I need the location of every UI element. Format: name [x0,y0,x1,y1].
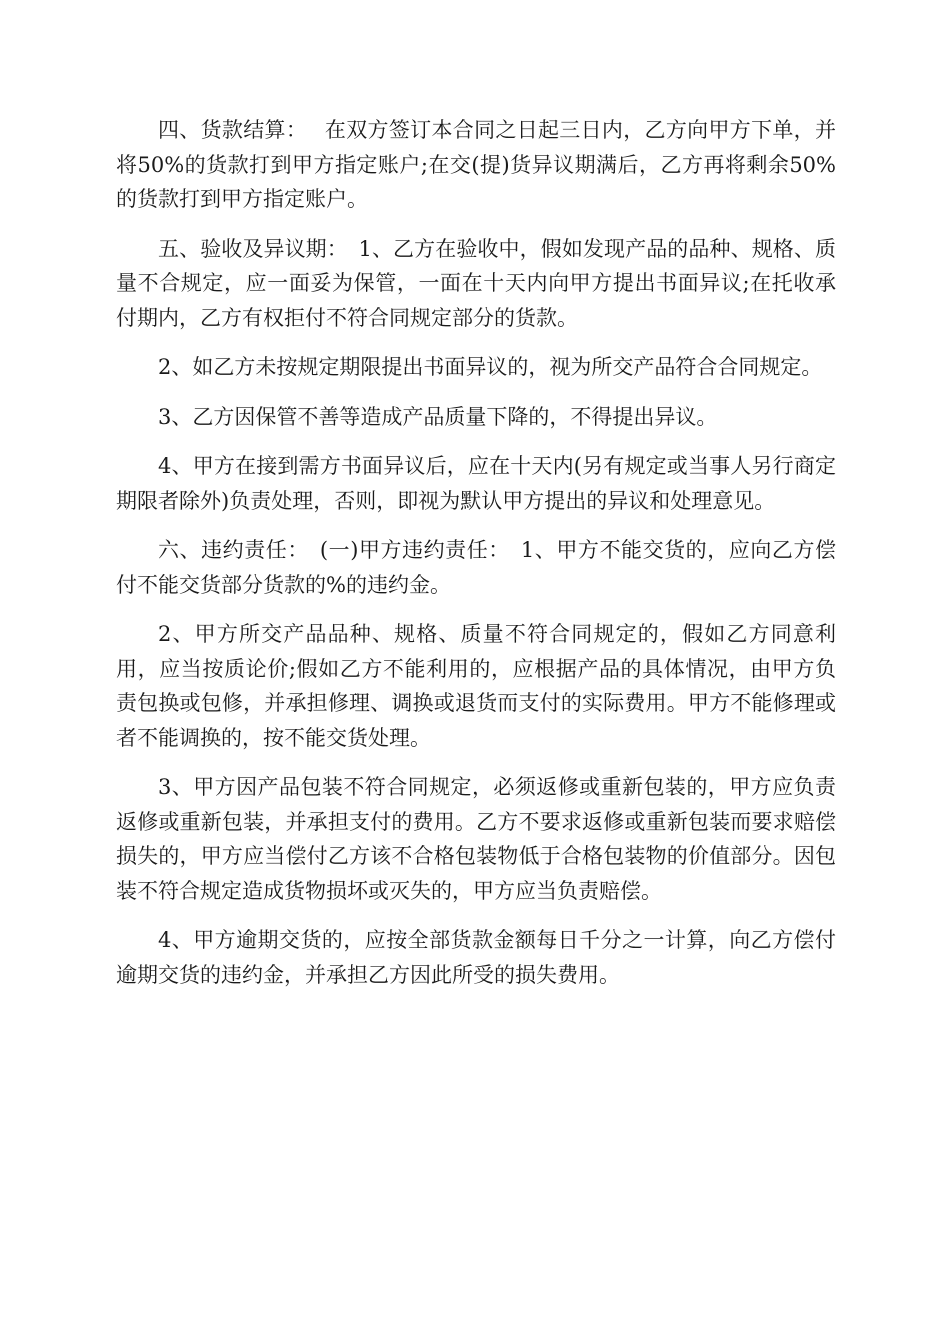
paragraph-packaging: 3、甲方因产品包装不符合同规定，必须返修或重新包装的，甲方应负责返修或重新包装，并承担支付的费用。乙方不要求返修或重新包装而要求赔偿损失的，甲方应当偿付乙方该不合格包装物低于合格包装物的价值部分。因包装不符合规定造成货物损坏或灭失的，甲方应当负责赔偿。 [116,775,836,903]
paragraph-nonconforming-goods: 2、甲方所交产品品种、规格、质量不符合同规定的，假如乙方同意利用，应当按质论价;假如乙方不能利用的，应根据产品的具体情况，由甲方负责包换或包修，并承担修理、调换或退货而支付的实际费用。甲方不能修理或者不能调换的，按不能交货处理。 [116,622,836,750]
paragraph-storage-quality: 3、乙方因保管不善等造成产品质量下降的，不得提出异议。 [158,404,718,429]
paragraph-inspection-objection: 五、验收及异议期： 1、乙方在验收中，假如发现产品的品种、规格、质量不合规定，应一面妥为保管，一面在十天内向甲方提出书面异议;在托收承付期内，乙方有权拒付不符合同规定部分的货款。 [116,236,836,330]
paragraph-objection-handling: 4、甲方在接到需方书面异议后，应在十天内(另有规定或当事人另行商定期限者除外)负责处理，否则，即视为默认甲方提出的异议和处理意见。 [116,454,836,513]
paragraph-late-delivery: 4、甲方逾期交货的，应按全部货款金额每日千分之一计算，向乙方偿付逾期交货的违约金，并承担乙方因此所受的损失费用。 [116,928,836,987]
paragraph-breach-liability: 六、违约责任： (一)甲方违约责任： 1、甲方不能交货的，应向乙方偿付不能交货部分货款的%的违约金。 [116,538,836,597]
document-page [116,113,836,1007]
paragraph-objection-deadline: 2、如乙方未按规定期限提出书面异议的，视为所交产品符合合同规定。 [158,355,823,379]
paragraph-payment-settlement: 四、货款结算： 在双方签订本合同之日起三日内，乙方向甲方下单，并将50%的货款打到甲方指定账户;在交(提)货异议期满后，乙方再将剩余50%的货款打到甲方指定账户。 [116,118,836,211]
